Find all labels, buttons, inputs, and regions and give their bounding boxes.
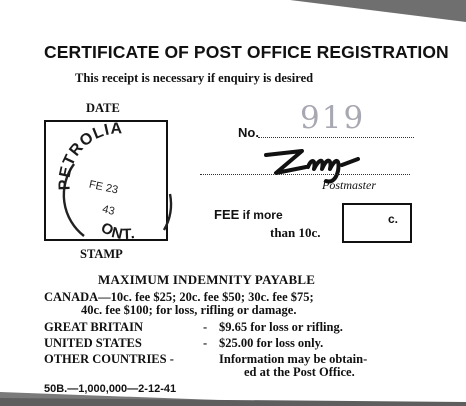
- registration-number: 919: [300, 100, 366, 136]
- stamp-label: STAMP: [80, 247, 123, 261]
- receipt-note: This receipt is necessary if enquiry is desired: [75, 71, 314, 85]
- rate-dash: -: [203, 336, 208, 350]
- number-dotted-line: [258, 137, 414, 138]
- fee-label-bold: FEE: [214, 207, 240, 222]
- canada-rates-line1: CANADA—10c. fee $25; 20c. fee $50; 30c. fee $75;: [44, 290, 314, 304]
- number-label: No.: [238, 125, 259, 140]
- rate-country: GREAT BRITAIN: [44, 320, 143, 334]
- postmark-year: 43: [101, 203, 116, 218]
- postmaster-label: Postmaster: [322, 178, 376, 192]
- form-code: 50B.—1,000,000—2-12-41: [44, 383, 177, 395]
- fee-label-rest: if more: [239, 208, 283, 222]
- canada-rates-line2: 40c. fee $100; for loss, rifling or damage.: [81, 303, 297, 317]
- canada-rates: [44, 291, 444, 317]
- rate-amount: $9.65 for loss or rifling.: [219, 320, 343, 334]
- rate-amount: Information may be obtain-: [219, 352, 368, 366]
- postmark-stamp: [40, 112, 190, 252]
- rate-amount: ed at the Post Office.: [244, 365, 355, 379]
- rate-country: UNITED STATES: [44, 336, 142, 350]
- rate-amount: $25.00 for loss only.: [219, 336, 324, 350]
- date-label: DATE: [86, 101, 120, 115]
- postmark-town: PETROLIA: [56, 120, 124, 191]
- fee-box: [342, 203, 412, 243]
- fee-label: [214, 206, 334, 242]
- postmark-province: ONT.: [97, 219, 137, 244]
- svg-text:ONT.: [98, 219, 137, 243]
- rate-dash: -: [203, 320, 208, 334]
- indemnity-heading: MAXIMUM INDEMNITY PAYABLE: [98, 272, 316, 287]
- certificate-title: CERTIFICATE OF POST OFFICE REGISTRATION: [44, 42, 449, 62]
- fee-unit: c.: [388, 212, 399, 226]
- rate-country: OTHER COUNTRIES -: [44, 352, 174, 366]
- postmark-date: FE 23: [87, 178, 120, 197]
- fee-label-line2: than 10c.: [270, 225, 321, 240]
- postmaster-dotted-line: [200, 174, 410, 175]
